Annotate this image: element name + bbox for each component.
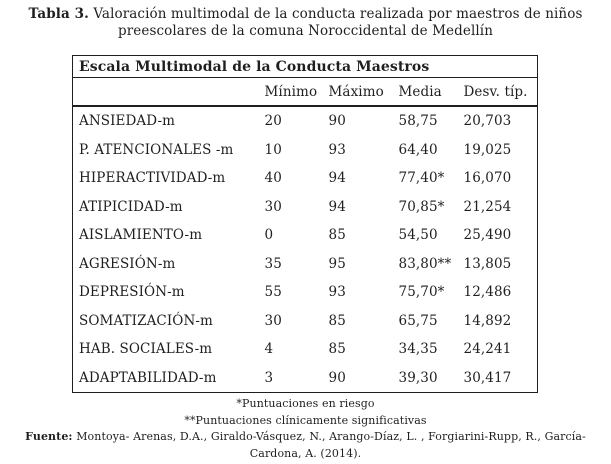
cell-min: 3 (264, 369, 274, 386)
table-row (73, 278, 538, 307)
row-label: AISLAMIENTO-m (79, 227, 203, 244)
cell-max: 94 (328, 198, 346, 215)
caption-text-line-1: Valoración multimodal de la conducta realizada por maestros de niños (88, 6, 583, 22)
row-label: ANSIEDAD-m (79, 113, 176, 130)
source-line-2: Cardona, A. (2014). (249, 446, 362, 460)
cell-desv: 16,070 (463, 170, 512, 187)
col-header-desv-tip: Desv. típ. (458, 78, 538, 107)
cell-max: 90 (328, 369, 346, 386)
cell-media: 75,70* (398, 284, 445, 301)
row-label: DEPRESIÓN-m (79, 284, 185, 301)
table-title: Escala Multimodal de la Conducta Maestros (73, 56, 538, 78)
table-row (73, 193, 538, 222)
cell-max: 94 (328, 170, 346, 187)
cell-media: 77,40* (398, 170, 445, 187)
col-header-minimo: Mínimo (259, 78, 323, 107)
cell-max: 95 (328, 255, 346, 272)
cell-media: 34,35 (398, 341, 438, 358)
table-row (73, 136, 538, 165)
cell-min: 40 (264, 170, 282, 187)
cell-max: 93 (328, 141, 346, 158)
cell-min: 35 (264, 255, 282, 272)
source-text-line-1: Montoya- Arenas, D.A., Giraldo-Vásquez, N., Arango-Díaz, L. , Forgiarini-Rupp, R., García- (72, 430, 586, 443)
cell-desv: 25,490 (463, 227, 512, 244)
cell-min: 30 (264, 198, 282, 215)
cell-media: 39,30 (398, 369, 438, 386)
row-label: P. ATENCIONALES -m (79, 141, 234, 158)
caption-line-2: preescolares de la comuna Noroccidental de Medellín (118, 23, 493, 39)
cell-min: 55 (264, 284, 282, 301)
cell-desv: 14,892 (463, 312, 512, 329)
cell-desv: 24,241 (463, 341, 512, 358)
cell-media: 64,40 (398, 141, 438, 158)
cell-desv: 30,417 (463, 369, 512, 386)
footnote-clinical: **Puntuaciones clínicamente significativas (184, 413, 427, 427)
cell-media: 83,80** (398, 255, 452, 272)
cell-max: 90 (328, 113, 346, 130)
row-label: AGRESIÓN-m (79, 255, 176, 272)
row-label: ATIPICIDAD-m (79, 198, 183, 215)
col-header-maximo: Máximo (323, 78, 393, 107)
row-label: SOMATIZACIÓN-m (79, 312, 213, 329)
cell-desv: 19,025 (463, 141, 512, 158)
cell-max: 85 (328, 312, 346, 329)
column-header-row (73, 78, 538, 107)
cell-desv: 13,805 (463, 255, 512, 272)
cell-media: 54,50 (398, 227, 438, 244)
table-row (73, 335, 538, 364)
cell-desv: 21,254 (463, 198, 512, 215)
table-caption (8, 6, 603, 40)
table-row (73, 250, 538, 279)
cell-max: 85 (328, 341, 346, 358)
cell-media: 65,75 (398, 312, 438, 329)
cell-min: 10 (264, 141, 282, 158)
cell-max: 93 (328, 284, 346, 301)
row-label: HIPERACTIVIDAD-m (79, 170, 226, 187)
table-row (73, 106, 538, 136)
col-header-blank (73, 78, 259, 107)
cell-min: 30 (264, 312, 282, 329)
table-row (73, 164, 538, 193)
cell-desv: 20,703 (463, 113, 512, 130)
row-label: ADAPTABILIDAD-m (79, 369, 217, 386)
footnote-risk: *Puntuaciones en riesgo (236, 397, 375, 410)
cell-max: 85 (328, 227, 346, 244)
source-label: Fuente: (25, 430, 73, 443)
caption-line-1 (8, 6, 603, 23)
multimodal-scale-table (72, 55, 538, 393)
col-header-media: Media (393, 78, 458, 107)
footnotes (0, 396, 611, 462)
cell-min: 20 (264, 113, 282, 130)
table-title-row (73, 56, 538, 78)
table-row (73, 364, 538, 393)
table-row (73, 307, 538, 336)
caption-table-number: Tabla 3. (28, 6, 89, 22)
source-line-1 (0, 429, 611, 446)
cell-desv: 12,486 (463, 284, 512, 301)
cell-min: 4 (264, 341, 274, 358)
cell-media: 70,85* (398, 198, 445, 215)
row-label: HAB. SOCIALES-m (79, 341, 213, 358)
cell-min: 0 (264, 227, 274, 244)
cell-media: 58,75 (398, 113, 438, 130)
table-row (73, 221, 538, 250)
